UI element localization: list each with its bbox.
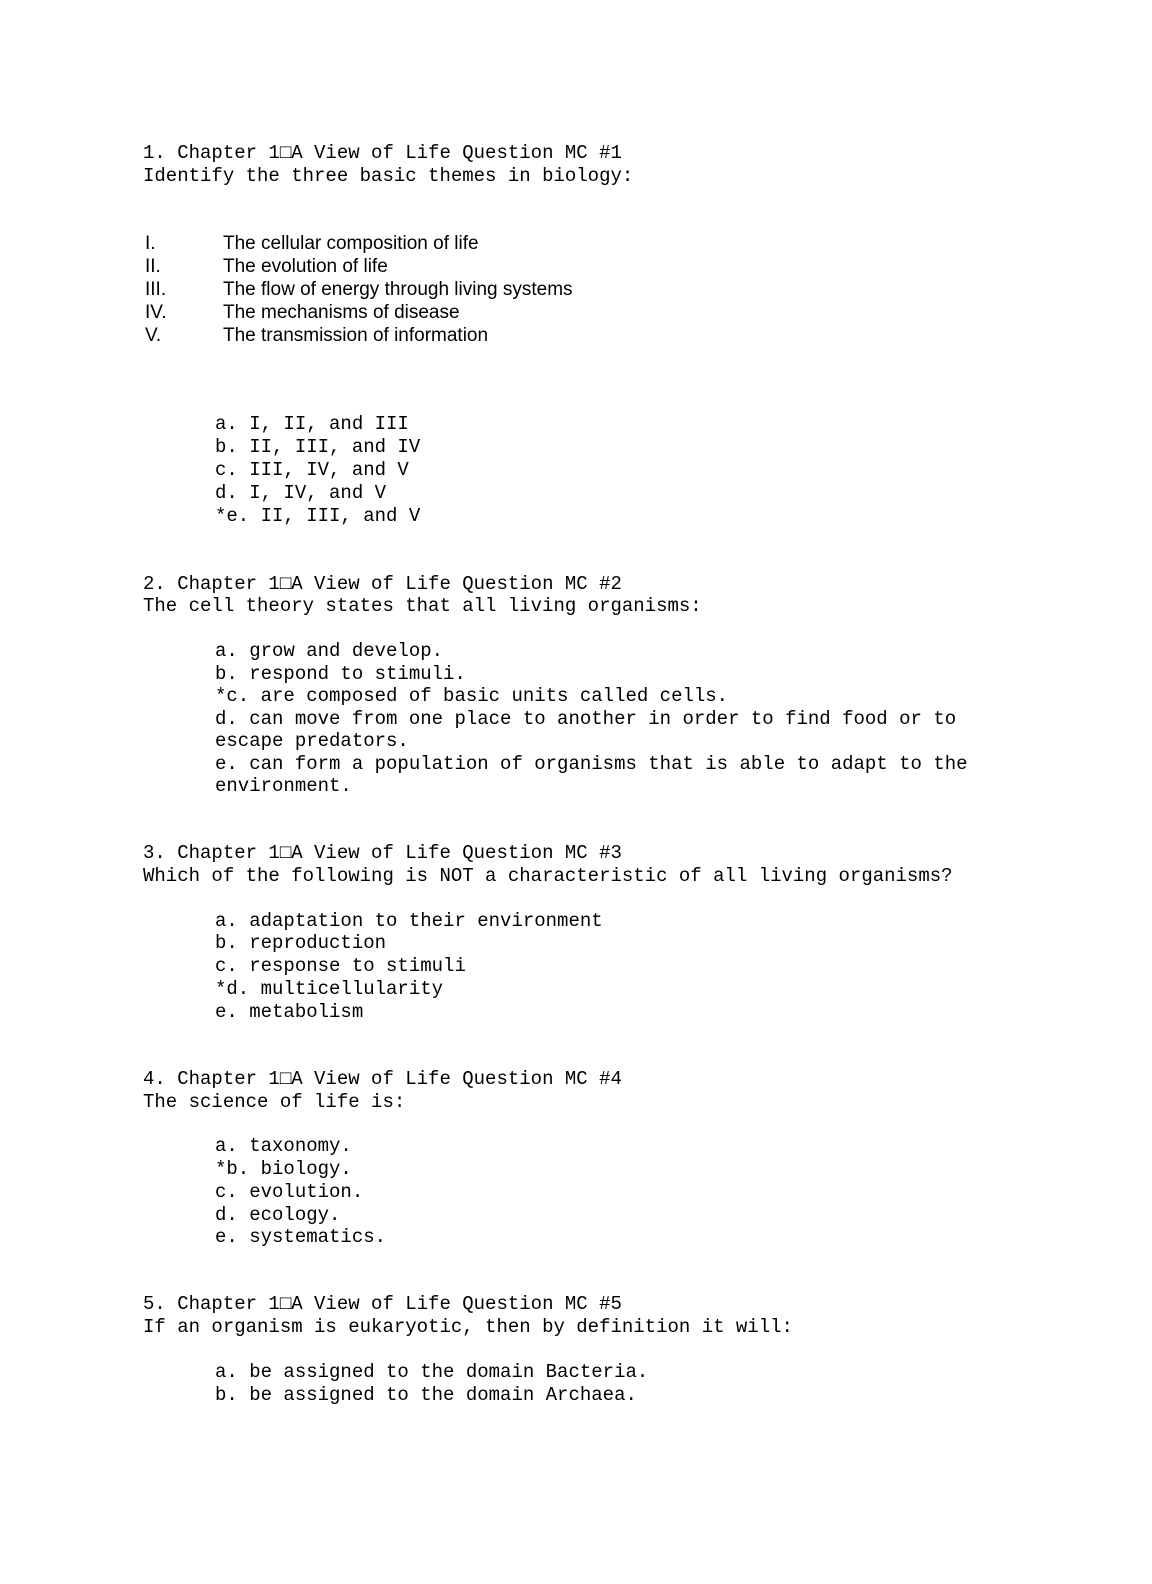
statement-item xyxy=(145,255,388,278)
question-stem: The cell theory states that all living organisms: xyxy=(143,595,702,617)
answer-option: b. II, III, and IV xyxy=(215,436,421,458)
statement-item xyxy=(145,301,460,324)
statement-text: The cellular composition of life xyxy=(223,233,479,254)
statement-item xyxy=(145,278,573,301)
question-stem: Identify the three basic themes in biology: xyxy=(143,165,634,187)
statement-text: The evolution of life xyxy=(223,256,388,277)
answer-option: d. can move from one place to another in order to find food or to xyxy=(215,708,957,730)
question-header: 4. Chapter 1□A View of Life Question MC #4 xyxy=(143,1068,622,1090)
answer-option: e. metabolism xyxy=(215,1001,364,1023)
statement-numeral: III. xyxy=(145,279,167,300)
answer-option-continuation: escape predators. xyxy=(215,730,409,752)
statement-numeral: IV. xyxy=(145,302,167,323)
statement-item xyxy=(145,232,479,255)
question-header: 3. Chapter 1□A View of Life Question MC #3 xyxy=(143,842,622,864)
statement-numeral: II. xyxy=(145,256,161,277)
question-header: 2. Chapter 1□A View of Life Question MC #2 xyxy=(143,573,622,595)
answer-option-continuation: environment. xyxy=(215,775,352,797)
answer-option-correct: *b. biology. xyxy=(215,1158,352,1180)
answer-option: a. adaptation to their environment xyxy=(215,910,603,932)
answer-option: e. systematics. xyxy=(215,1226,387,1248)
answer-option: b. be assigned to the domain Archaea. xyxy=(215,1384,637,1406)
answer-option: b. reproduction xyxy=(215,932,387,954)
statement-item xyxy=(145,324,489,347)
answer-option: c. response to stimuli xyxy=(215,955,466,977)
answer-option: c. evolution. xyxy=(215,1181,364,1203)
answer-option: c. III, IV, and V xyxy=(215,459,409,481)
answer-option: a. I, II, and III xyxy=(215,413,409,435)
statement-text: The flow of energy through living systems xyxy=(223,279,573,300)
answer-option-correct: *c. are composed of basic units called cells. xyxy=(215,685,729,707)
answer-option-correct: *e. II, III, and V xyxy=(215,505,421,527)
answer-option: e. can form a population of organisms that is able to adapt to the xyxy=(215,753,968,775)
question-stem: If an organism is eukaryotic, then by definition it will: xyxy=(143,1316,793,1338)
statement-text: The transmission of information xyxy=(223,325,489,346)
question-stem: The science of life is: xyxy=(143,1091,406,1113)
answer-option: b. respond to stimuli. xyxy=(215,663,466,685)
statement-numeral: V. xyxy=(145,325,162,346)
statement-text: The mechanisms of disease xyxy=(223,302,460,323)
answer-option: a. taxonomy. xyxy=(215,1135,352,1157)
question-header: 5. Chapter 1□A View of Life Question MC #5 xyxy=(143,1293,622,1315)
answer-option: d. I, IV, and V xyxy=(215,482,387,504)
answer-option: d. ecology. xyxy=(215,1204,341,1226)
answer-option: a. grow and develop. xyxy=(215,640,444,662)
question-stem: Which of the following is NOT a characteristic of all living organisms? xyxy=(143,865,953,887)
answer-option: a. be assigned to the domain Bacteria. xyxy=(215,1361,649,1383)
statement-numeral: I. xyxy=(145,233,156,254)
question-header: 1. Chapter 1□A View of Life Question MC #1 xyxy=(143,142,622,164)
answer-option-correct: *d. multicellularity xyxy=(215,978,444,1000)
